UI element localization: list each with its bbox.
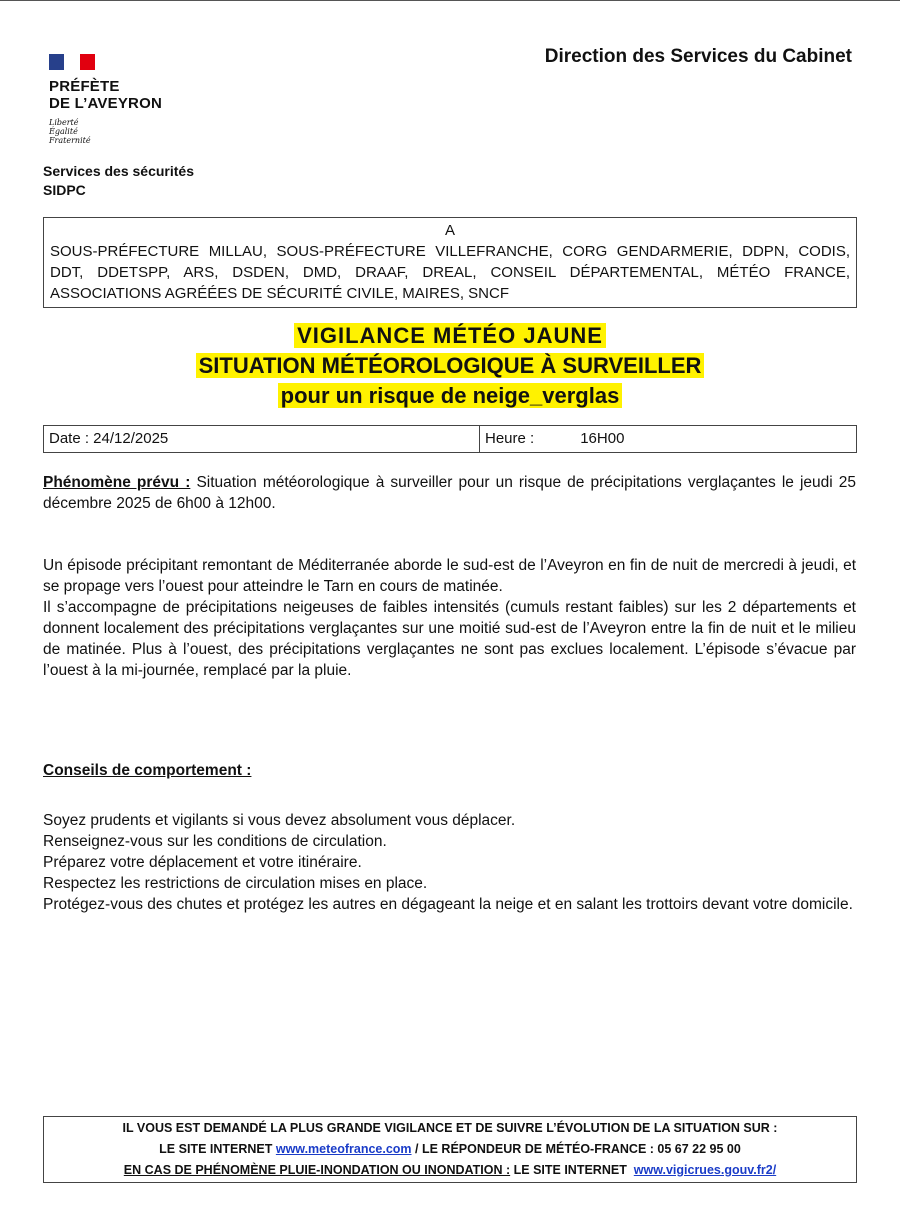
date-time-box <box>43 425 857 453</box>
service-block <box>43 162 194 200</box>
conseil-item: Renseignez-vous sur les conditions de circulation. <box>43 833 387 850</box>
conseils-title <box>43 760 856 781</box>
description-p2: Il s’accompagne de précipitations neigeuses de faibles intensités (cumuls restant faibles) sur les 2 départements et donnent localement des précipitations verglaçantes sur une moitié sud-est de l’Aveyron entre la fin de nuit et le milieu de matinée. Plus à l’ouest, des précipitations verglaçantes ne sont pas exclues localement. L’épisode s’évacue par l’ouest à la mi-journée, remplacé par la pluie. <box>43 599 856 679</box>
top-border <box>0 0 900 1</box>
recipients-box <box>43 217 857 308</box>
footer-line3-prefix: EN CAS DE PHÉNOMÈNE PLUIE-INONDATION OU INONDATION : <box>123 1163 511 1177</box>
conseil-item: Soyez prudents et vigilants si vous devez absolument vous déplacer. <box>43 812 516 829</box>
footer-line2-suffix: / LE RÉPONDEUR DE MÉTÉO-FRANCE : 05 67 22 95 00 <box>411 1142 741 1156</box>
direction-heading: Direction des Services du Cabinet <box>544 46 852 67</box>
title-line2: SITUATION MÉTÉOROLOGIQUE À SURVEILLER <box>196 353 705 378</box>
vigilance-title <box>0 322 900 412</box>
time-label: Heure : <box>485 430 535 447</box>
footer-line3-middle: LE SITE INTERNET <box>510 1163 634 1177</box>
vigicrues-link[interactable]: www.vigicrues.gouv.fr2/ <box>633 1163 777 1177</box>
motto-fraternite: Fraternité <box>49 136 91 145</box>
description-p1: Un épisode précipitant remontant de Méditerranée aborde le sud-est de l’Aveyron en fin de nuit de mercredi à jeudi, et se propage vers l’ouest pour atteindre le Tarn en cours de matinée. <box>43 557 856 595</box>
description-block <box>43 555 856 681</box>
footer-box <box>43 1116 857 1183</box>
recipients-list: SOUS-PRÉFECTURE MILLAU, SOUS-PRÉFECTURE VILLEFRANCHE, CORG GENDARMERIE, DDPN, CODIS, DDT, DDETSPP, ARS, DSDEN, DMD, DRAAF, DREAL, CONSEIL DÉPARTEMENTAL, MÉTÉO FRANCE, ASSOCIATIONS AGRÉÉES DE SÉCURITÉ CIVILE, MAIRES, SNCF <box>50 243 850 302</box>
time-cell <box>480 426 856 452</box>
service-acronym: SIDPC <box>43 182 86 198</box>
conseil-item: Préparez votre déplacement et votre itinéraire. <box>43 854 362 871</box>
footer-line1: IL VOUS EST DEMANDÉ LA PLUS GRANDE VIGILANCE ET DE SUIVRE L’ÉVOLUTION DE LA SITUATION SUR : <box>122 1121 778 1135</box>
motto-egalite: Égalité <box>49 127 78 136</box>
service-name: Services des sécurités <box>43 163 194 179</box>
phenomene-paragraph <box>43 472 856 514</box>
phenomene-label: Phénomène prévu : <box>43 474 191 491</box>
footer-line2 <box>44 1139 856 1160</box>
date-cell: Date : 24/12/2025 <box>44 426 480 452</box>
footer-line2-prefix: LE SITE INTERNET <box>159 1142 276 1156</box>
time-value: 16H00 <box>580 430 625 447</box>
republic-motto <box>49 118 162 145</box>
recipients-label: A <box>444 222 455 239</box>
prefecture-name-line1: PRÉFÈTE <box>49 78 120 95</box>
conseil-item: Respectez les restrictions de circulation mises en place. <box>43 875 428 892</box>
phenomene-text: Situation météorologique à surveiller pour un risque de précipitations verglaçantes le jeudi 25 décembre 2025 de 6h00 à 12h00. <box>43 474 857 512</box>
prefecture-logo <box>49 54 162 145</box>
motto-liberte: Liberté <box>49 118 79 127</box>
conseils-list <box>43 810 856 915</box>
meteofrance-link[interactable]: www.meteofrance.com <box>275 1142 412 1156</box>
prefecture-name-line2: DE L’AVEYRON <box>49 95 162 112</box>
conseil-item: Protégez-vous des chutes et protégez les autres en dégageant la neige et en salant les trottoirs devant votre domicile. <box>43 896 853 913</box>
conseils-heading: Conseils de comportement : <box>43 762 252 779</box>
footer-line3 <box>44 1160 856 1181</box>
prefecture-name <box>49 78 162 112</box>
title-line3: pour un risque de neige_verglas <box>278 383 623 408</box>
title-line1: VIGILANCE MÉTÉO JAUNE <box>294 323 606 348</box>
french-flag-icon <box>49 54 95 70</box>
